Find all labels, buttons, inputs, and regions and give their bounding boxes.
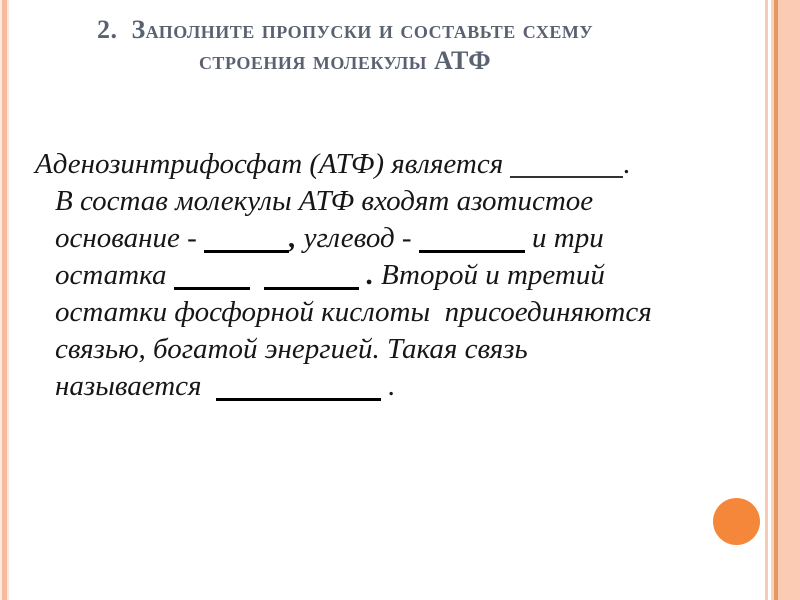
fill-in-blank <box>419 250 525 253</box>
body-line <box>55 294 745 331</box>
fill-in-blank <box>216 398 381 401</box>
fill-in-blank <box>510 176 623 178</box>
body-text-segment: Второй и третий <box>380 259 605 291</box>
body-line <box>55 331 745 368</box>
body-text-segment: и три <box>524 222 604 254</box>
body-text-segment: углевод - <box>303 222 419 254</box>
body-line <box>55 257 745 294</box>
slide-title <box>0 14 690 76</box>
body-text-segment: остатка <box>55 259 174 291</box>
right-accent-stripe-thin <box>765 0 768 600</box>
body-text-segment: Аденозинтрифосфат (АТФ) является <box>35 148 511 180</box>
body-text-segment: . <box>359 259 381 291</box>
body-line <box>55 368 745 405</box>
fill-in-blank <box>204 250 289 253</box>
right-accent-band <box>778 0 800 600</box>
body-text-segment: остатки фосфорной кислоты присоединяются <box>55 296 652 328</box>
fill-in-blank <box>174 287 250 290</box>
title-line-2: строения молекулы АТФ <box>198 46 492 75</box>
title-line-1: 2. Заполните пропуски и составьте схему <box>96 15 594 44</box>
body-text-segment: В состав молекулы АТФ входят азотистое <box>55 185 594 217</box>
body-text-segment <box>250 259 265 291</box>
fill-in-blank <box>264 287 359 290</box>
body-text-segment: связью, богатой энергией. Такая связь <box>55 333 528 365</box>
body-line <box>35 146 745 183</box>
slide-body-paragraph <box>0 146 745 405</box>
body-text-segment: , <box>289 222 304 254</box>
body-text-segment: . <box>623 148 631 180</box>
body-text-segment: называется <box>55 370 217 402</box>
orange-circle-decoration <box>713 498 760 545</box>
body-text-segment: основание - <box>55 222 205 254</box>
body-text-segment: . <box>381 370 396 402</box>
body-line <box>55 183 745 220</box>
body-line <box>55 220 745 257</box>
